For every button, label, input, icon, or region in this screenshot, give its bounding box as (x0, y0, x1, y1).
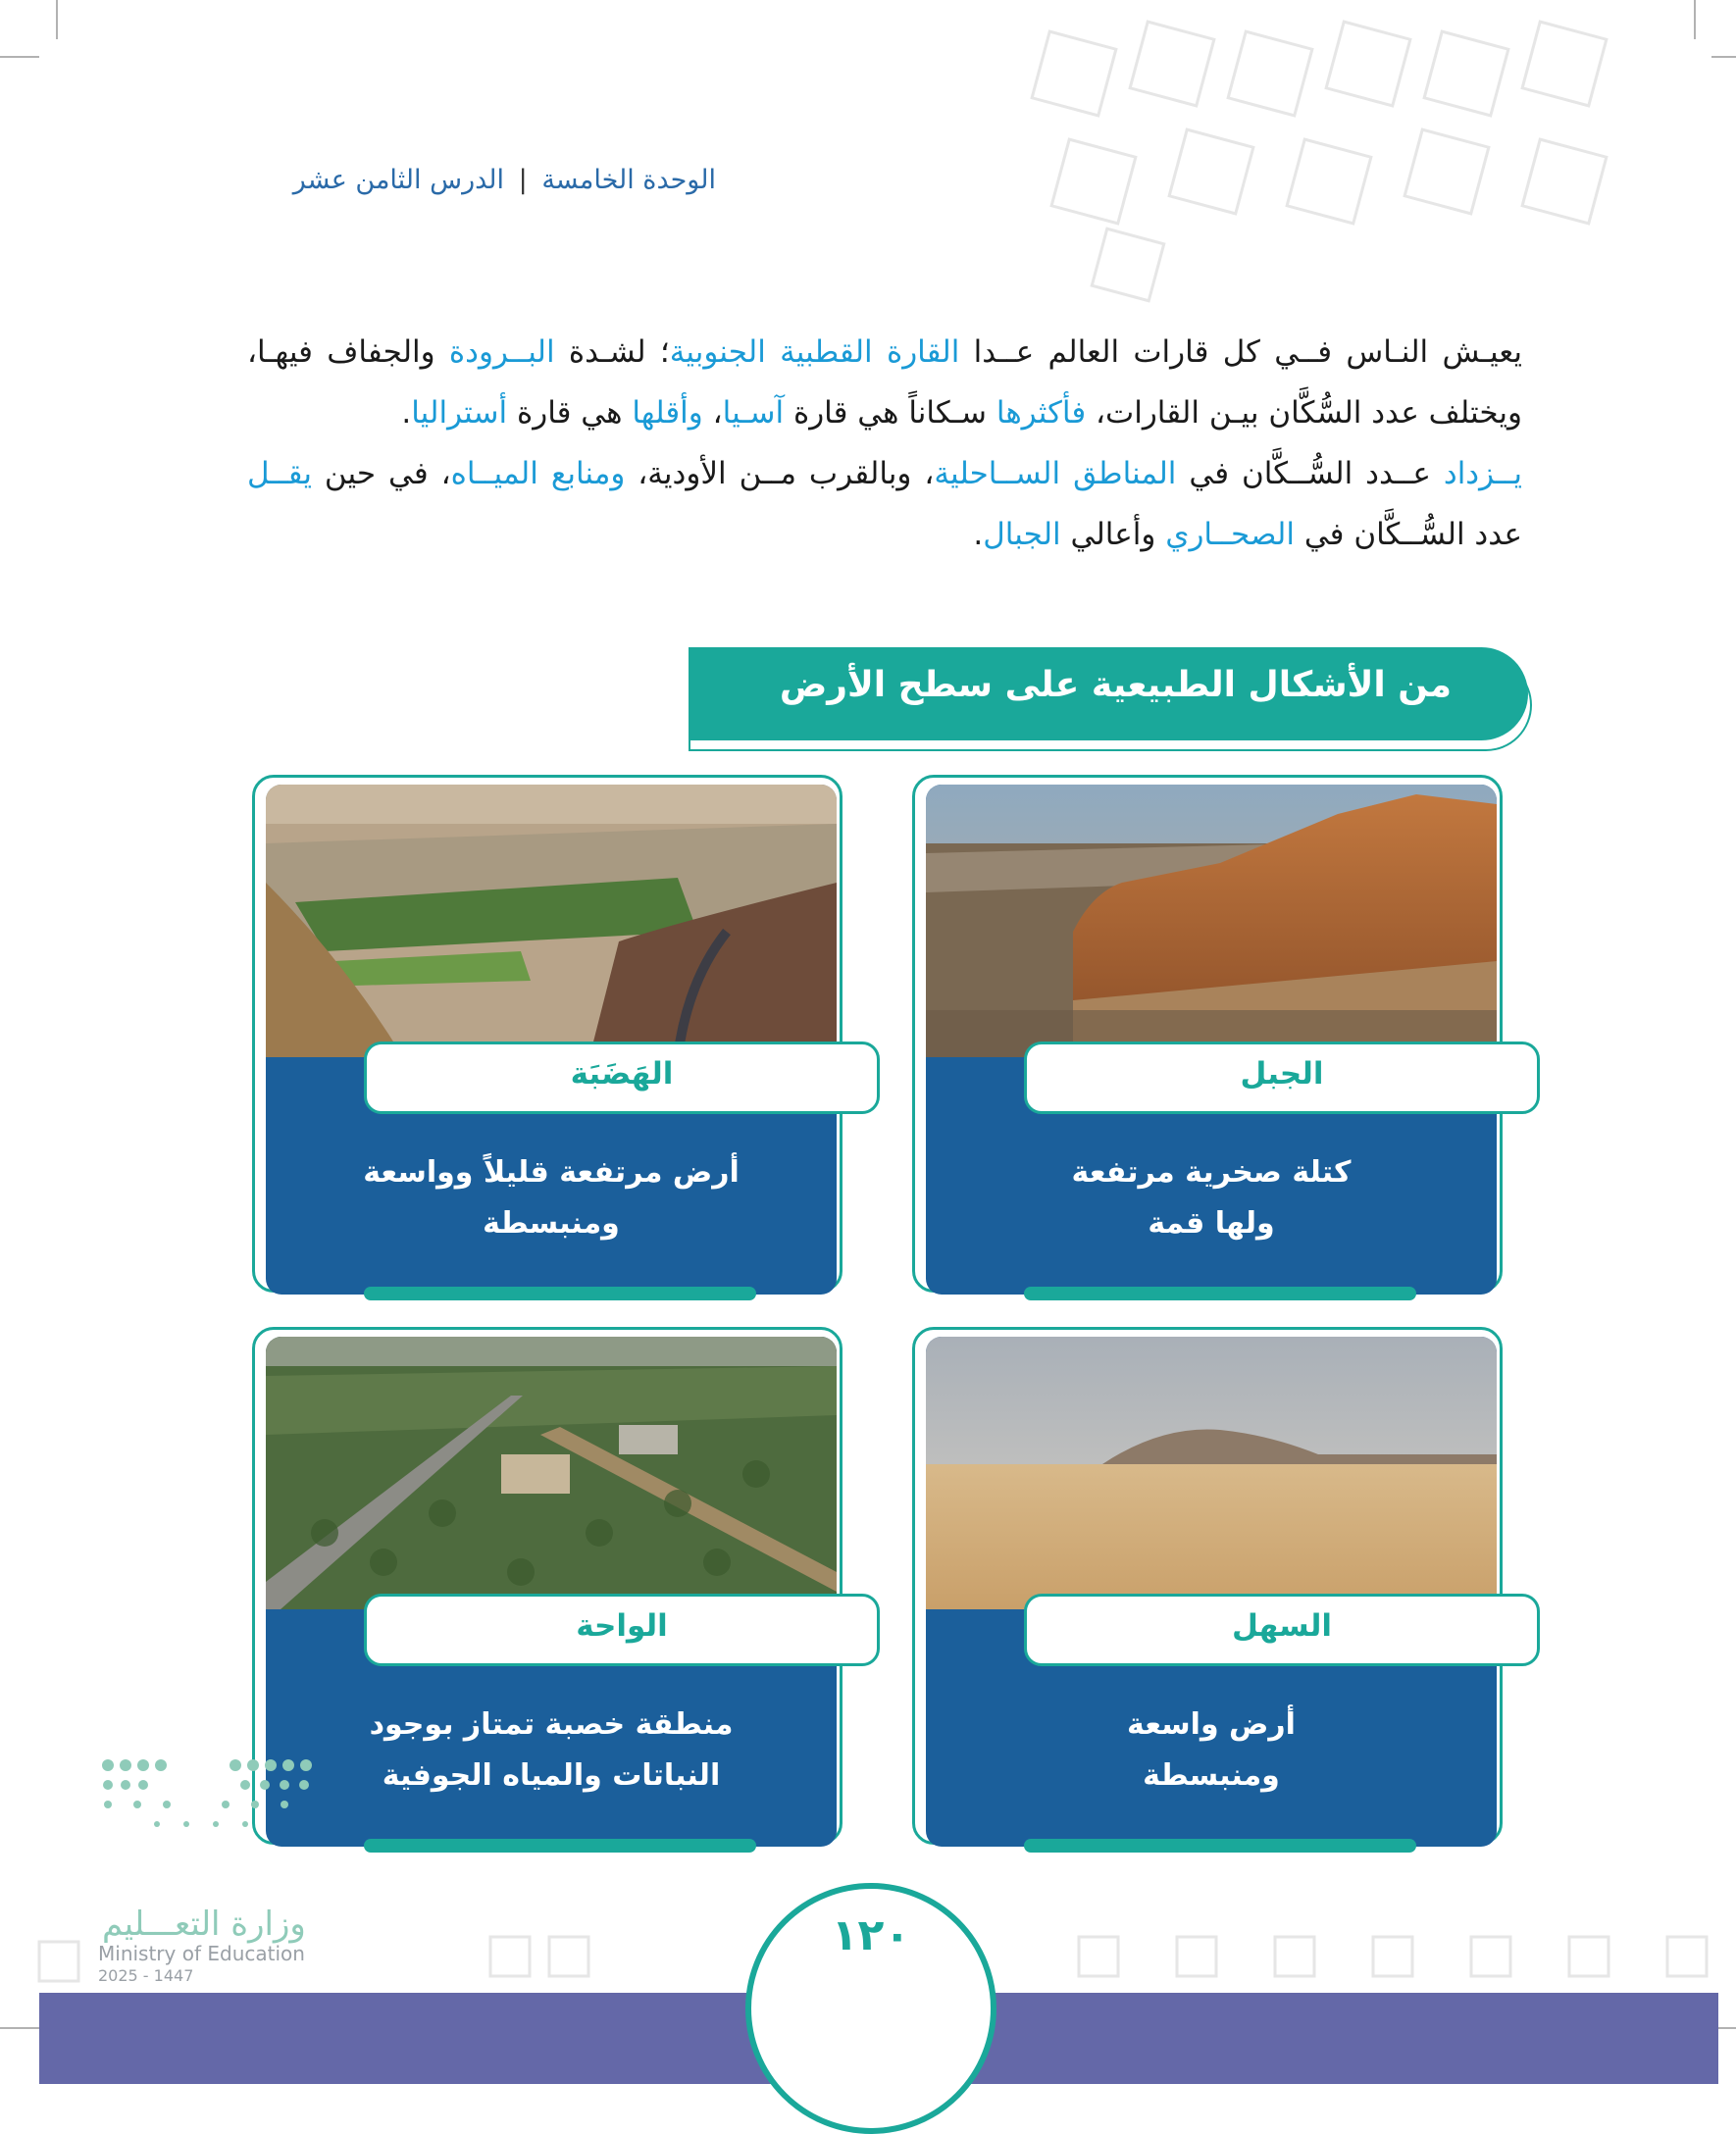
section-title: من الأشكال الطبيعية على سطح الأرض (779, 665, 1452, 705)
highlight-term: ومنابع الميــاه (450, 456, 626, 491)
card-label: الجبل (1240, 1056, 1324, 1092)
highlight-term: القارة القطبية الجنوبية (669, 334, 960, 370)
text-run: . (401, 395, 412, 431)
card-description (955, 1147, 1467, 1249)
highlight-term: الجبال (983, 517, 1061, 552)
text-run: . (973, 517, 984, 552)
ministry-name-english: Ministry of Education (98, 1942, 305, 1965)
highlight-term: المناطق الســاحلية (934, 456, 1177, 491)
text-run: ، وبالقرب مــن الأودية، (625, 456, 935, 491)
text-run: ، في حين (311, 456, 451, 491)
unit-title: الوحدة الخامسة (541, 165, 716, 195)
card-label: السهل (1232, 1608, 1332, 1644)
page-number: ١٢٠ (831, 1910, 911, 1960)
highlight-term: فأكثرها (996, 395, 1087, 431)
card-panel (926, 1337, 1497, 1847)
card-accent-bar (364, 1839, 756, 1853)
ministry-year: 2025 - 1447 (98, 1966, 194, 1985)
card-label-box (1024, 1042, 1540, 1114)
card-label: الهَضَبَة (570, 1056, 674, 1092)
ministry-logo-dots-icon (98, 1755, 324, 1903)
card-label-box (364, 1042, 880, 1114)
plateau-photo (266, 785, 837, 1057)
card-label-box (1024, 1594, 1540, 1666)
card-description (295, 1147, 807, 1249)
card-panel (266, 1337, 837, 1847)
text-run: هي قارة (507, 395, 633, 431)
highlight-term: البــرودة (448, 334, 555, 370)
card-accent-bar (1024, 1287, 1416, 1300)
description-line: أرض مرتفعة قليلاً وواسعة (363, 1155, 740, 1190)
cliff-photo (926, 785, 1497, 1057)
description-line: ولها قمة (1148, 1206, 1275, 1241)
description-line: كتلة صخرية مرتفعة (1071, 1155, 1352, 1190)
lesson-title: الدرس الثامن عشر (292, 165, 505, 195)
unit-lesson-header (245, 165, 716, 195)
text-run: والجفاف فيهـا، ويختلف عدد السُّكَّان بيـن القارات، (247, 334, 1522, 431)
text-run: ؛ لشـدة (554, 334, 670, 370)
paragraph-continents (247, 322, 1522, 443)
highlight-term: يــزداد (1443, 456, 1523, 491)
paragraph-population (247, 443, 1522, 565)
description-line: ومنبسطة (1143, 1758, 1280, 1793)
text-run: وأعالي (1060, 517, 1166, 552)
description-line: النباتات والمياه الجوفية (382, 1758, 721, 1793)
highlight-term: آسـيا (722, 395, 785, 431)
card-accent-bar (364, 1287, 756, 1300)
highlight-term: أستراليا (411, 395, 508, 431)
card-panel (926, 785, 1497, 1295)
text-run: يعيـش النـاس فــي كل قارات العالم عــدا (959, 334, 1522, 370)
card-plateau (266, 785, 854, 1295)
description-line: ومنبسطة (483, 1206, 620, 1241)
section-title-banner (689, 647, 1528, 740)
text-run: عدد السُّــكَّان في (1294, 517, 1522, 552)
plain-photo (926, 1337, 1497, 1609)
card-oasis (266, 1337, 854, 1847)
card-plain (926, 1337, 1514, 1847)
oasis-photo (266, 1337, 837, 1609)
card-label: الواحة (576, 1608, 668, 1644)
highlight-term: الصحــاري (1165, 517, 1295, 552)
text-run: سـكاناً هي قارة (784, 395, 996, 431)
description-line: أرض واسعة (1127, 1707, 1296, 1742)
card-panel (266, 785, 837, 1295)
card-description (955, 1700, 1467, 1802)
highlight-term: يقــل (247, 456, 312, 491)
lesson-body-text (247, 322, 1522, 565)
text-run: عــدد السُّــكَّان في (1176, 456, 1444, 491)
card-mountain (926, 785, 1514, 1295)
header-separator: | (518, 165, 528, 195)
ministry-name-arabic: وزارة التعـــليم (102, 1905, 306, 1944)
card-label-box (364, 1594, 880, 1666)
highlight-term: وأقلها (632, 395, 703, 431)
card-accent-bar (1024, 1839, 1416, 1853)
text-run: ، (702, 395, 723, 431)
card-description (295, 1700, 807, 1802)
description-line: منطقة خصبة تمتاز بوجود (369, 1707, 734, 1742)
